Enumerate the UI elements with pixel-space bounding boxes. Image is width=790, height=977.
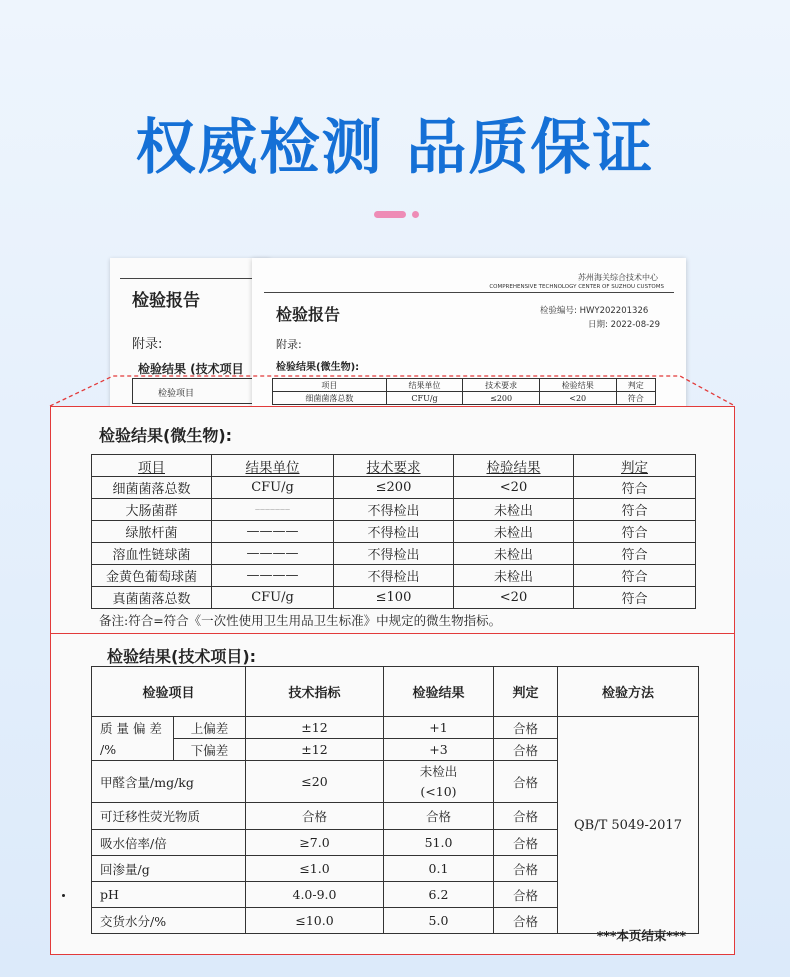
table-row — [92, 499, 696, 521]
table-cell: 合格 — [494, 739, 558, 761]
table-cell: 6.2 — [384, 882, 494, 908]
table-cell: <20 — [539, 392, 616, 405]
table-cell: 合格 — [494, 803, 558, 830]
table-cell: 回渗量/g — [92, 856, 246, 882]
table-cell: 合格 — [494, 761, 558, 803]
tech-section-title: 检验结果(技术项目): — [107, 647, 257, 666]
back-table-cell — [132, 378, 270, 404]
table-cell: pH — [92, 882, 246, 908]
table-cell: 合格 — [494, 830, 558, 856]
microbe-table — [91, 454, 696, 609]
table-cell: 交货水分/% — [92, 908, 246, 934]
front-mini-table — [272, 378, 656, 405]
table-header-row — [273, 379, 656, 392]
table-cell: 下偏差 — [174, 739, 246, 761]
table-cell: 符合 — [574, 499, 696, 521]
table-cell: 溶血性链球菌 — [92, 543, 212, 565]
microbe-results-panel — [50, 406, 735, 634]
front-appendix: 附录: — [276, 338, 302, 351]
table-cell: 符合 — [574, 477, 696, 499]
microbe-section-title: 检验结果(微生物): — [99, 426, 233, 445]
table-cell: 不得检出 — [334, 543, 454, 565]
table-cell: /% — [92, 739, 174, 761]
table-header: 检验方法 — [558, 667, 699, 717]
table-cell: ±12 — [246, 739, 384, 761]
table-cell: <20 — [454, 587, 574, 609]
report-back-paper — [110, 258, 270, 408]
table-cell: 甲醛含量/mg/kg — [92, 761, 246, 803]
table-cell: ≤200 — [463, 392, 540, 405]
table-cell: ≤10.0 — [246, 908, 384, 934]
test-method-cell: QB/T 5049-2017 — [558, 717, 699, 934]
result-text: 未检出 — [419, 763, 458, 779]
table-cell: 绿脓杆菌 — [92, 521, 212, 543]
table-header: 判定 — [574, 455, 696, 477]
table-cell: +3 — [384, 739, 494, 761]
table-header: 技术要求 — [463, 379, 540, 392]
table-header-row — [92, 455, 696, 477]
table-cell: CFU/g — [386, 392, 463, 405]
microbe-note: 备注:符合=符合《一次性使用卫生用品卫生标准》中规定的微生物指标。 — [99, 613, 502, 628]
front-report-title: 检验报告 — [276, 305, 341, 324]
report-number: 检验编号: HWY202201326 — [540, 306, 649, 316]
table-header: 技术要求 — [334, 455, 454, 477]
org-name-en: COMPREHENSIVE TECHNOLOGY CENTER OF SUZHOU CUSTOMS — [489, 284, 664, 290]
table-cell: 细菌菌落总数 — [273, 392, 387, 405]
table-cell: 合格 — [494, 908, 558, 934]
decor-dash — [374, 211, 406, 218]
table-cell: ——————— — [212, 499, 334, 521]
decor-dot — [412, 211, 419, 218]
table-cell: 未检出 — [454, 521, 574, 543]
page-end-mark: ***本页结束*** — [596, 928, 686, 943]
table-row — [92, 587, 696, 609]
table-cell: 符合 — [574, 565, 696, 587]
table-cell: 细菌菌落总数 — [92, 477, 212, 499]
front-section-title: 检验结果(微生物): — [276, 362, 360, 373]
table-cell: CFU/g — [212, 477, 334, 499]
table-row — [92, 477, 696, 499]
report-date: 日期: 2022-08-29 — [588, 320, 660, 330]
table-cell: ≤200 — [334, 477, 454, 499]
table-cell: 符合 — [616, 392, 655, 405]
table-cell: ———— — [212, 543, 334, 565]
table-cell: <20 — [454, 477, 574, 499]
table-cell: 不得检出 — [334, 565, 454, 587]
table-cell: ≥7.0 — [246, 830, 384, 856]
table-cell: 5.0 — [384, 908, 494, 934]
table-header: 判定 — [494, 667, 558, 717]
table-header: 结果单位 — [212, 455, 334, 477]
table-cell: 未检出 — [454, 543, 574, 565]
table-cell: 合格 — [494, 717, 558, 739]
table-cell: ≤1.0 — [246, 856, 384, 882]
back-cell-text: 检验项目 — [158, 389, 195, 399]
table-cell — [384, 761, 494, 803]
tech-results-panel — [50, 633, 735, 955]
table-row — [92, 543, 696, 565]
table-cell: 合格 — [494, 882, 558, 908]
back-report-title: 检验报告 — [132, 291, 200, 311]
table-cell: 未检出 — [454, 499, 574, 521]
table-cell: 上偏差 — [174, 717, 246, 739]
table-row — [92, 565, 696, 587]
table-cell: 吸水倍率/倍 — [92, 830, 246, 856]
table-cell: 0.1 — [384, 856, 494, 882]
header-rule — [264, 292, 674, 293]
table-cell: ≤20 — [246, 761, 384, 803]
page-headline: 权威检测 品质保证 — [135, 113, 655, 183]
table-header: 检验结果 — [384, 667, 494, 717]
table-header: 结果单位 — [386, 379, 463, 392]
back-appendix: 附录: — [132, 337, 163, 352]
table-cell: 51.0 — [384, 830, 494, 856]
table-row — [273, 392, 656, 405]
table-header: 项目 — [273, 379, 387, 392]
header-rule — [120, 278, 260, 279]
result-subtext: (<10) — [420, 783, 457, 799]
table-cell: ———— — [212, 521, 334, 543]
table-cell: 可迁移性荧光物质 — [92, 803, 246, 830]
table-cell: 符合 — [574, 521, 696, 543]
table-header: 检验结果 — [539, 379, 616, 392]
table-cell: 不得检出 — [334, 499, 454, 521]
table-header: 技术指标 — [246, 667, 384, 717]
table-cell: 质 量 偏 差 — [92, 717, 174, 739]
table-header: 项目 — [92, 455, 212, 477]
table-cell: 合格 — [246, 803, 384, 830]
table-cell: ±12 — [246, 717, 384, 739]
table-cell: ———— — [212, 565, 334, 587]
table-cell: 金黄色葡萄球菌 — [92, 565, 212, 587]
table-header-row — [92, 667, 699, 717]
table-cell: CFU/g — [212, 587, 334, 609]
table-header: 检验项目 — [92, 667, 246, 717]
org-name: 苏州海关综合技术中心 — [578, 273, 658, 282]
report-meta — [540, 304, 660, 332]
table-row — [92, 717, 699, 739]
table-cell: 合格 — [494, 856, 558, 882]
table-cell: 不得检出 — [334, 521, 454, 543]
table-cell: 符合 — [574, 587, 696, 609]
report-front-paper — [252, 258, 686, 408]
table-cell: +1 — [384, 717, 494, 739]
table-cell: 4.0-9.0 — [246, 882, 384, 908]
table-row — [92, 521, 696, 543]
table-header: 检验结果 — [454, 455, 574, 477]
speck — [62, 894, 65, 897]
table-cell: 大肠菌群 — [92, 499, 212, 521]
back-section-title: 检验结果 (技术项目 — [138, 362, 244, 376]
table-cell: 合格 — [384, 803, 494, 830]
table-cell: ≤100 — [334, 587, 454, 609]
table-header: 判定 — [616, 379, 655, 392]
tech-table — [91, 666, 699, 934]
table-cell: 未检出 — [454, 565, 574, 587]
table-cell: 符合 — [574, 543, 696, 565]
table-cell: 真菌菌落总数 — [92, 587, 212, 609]
